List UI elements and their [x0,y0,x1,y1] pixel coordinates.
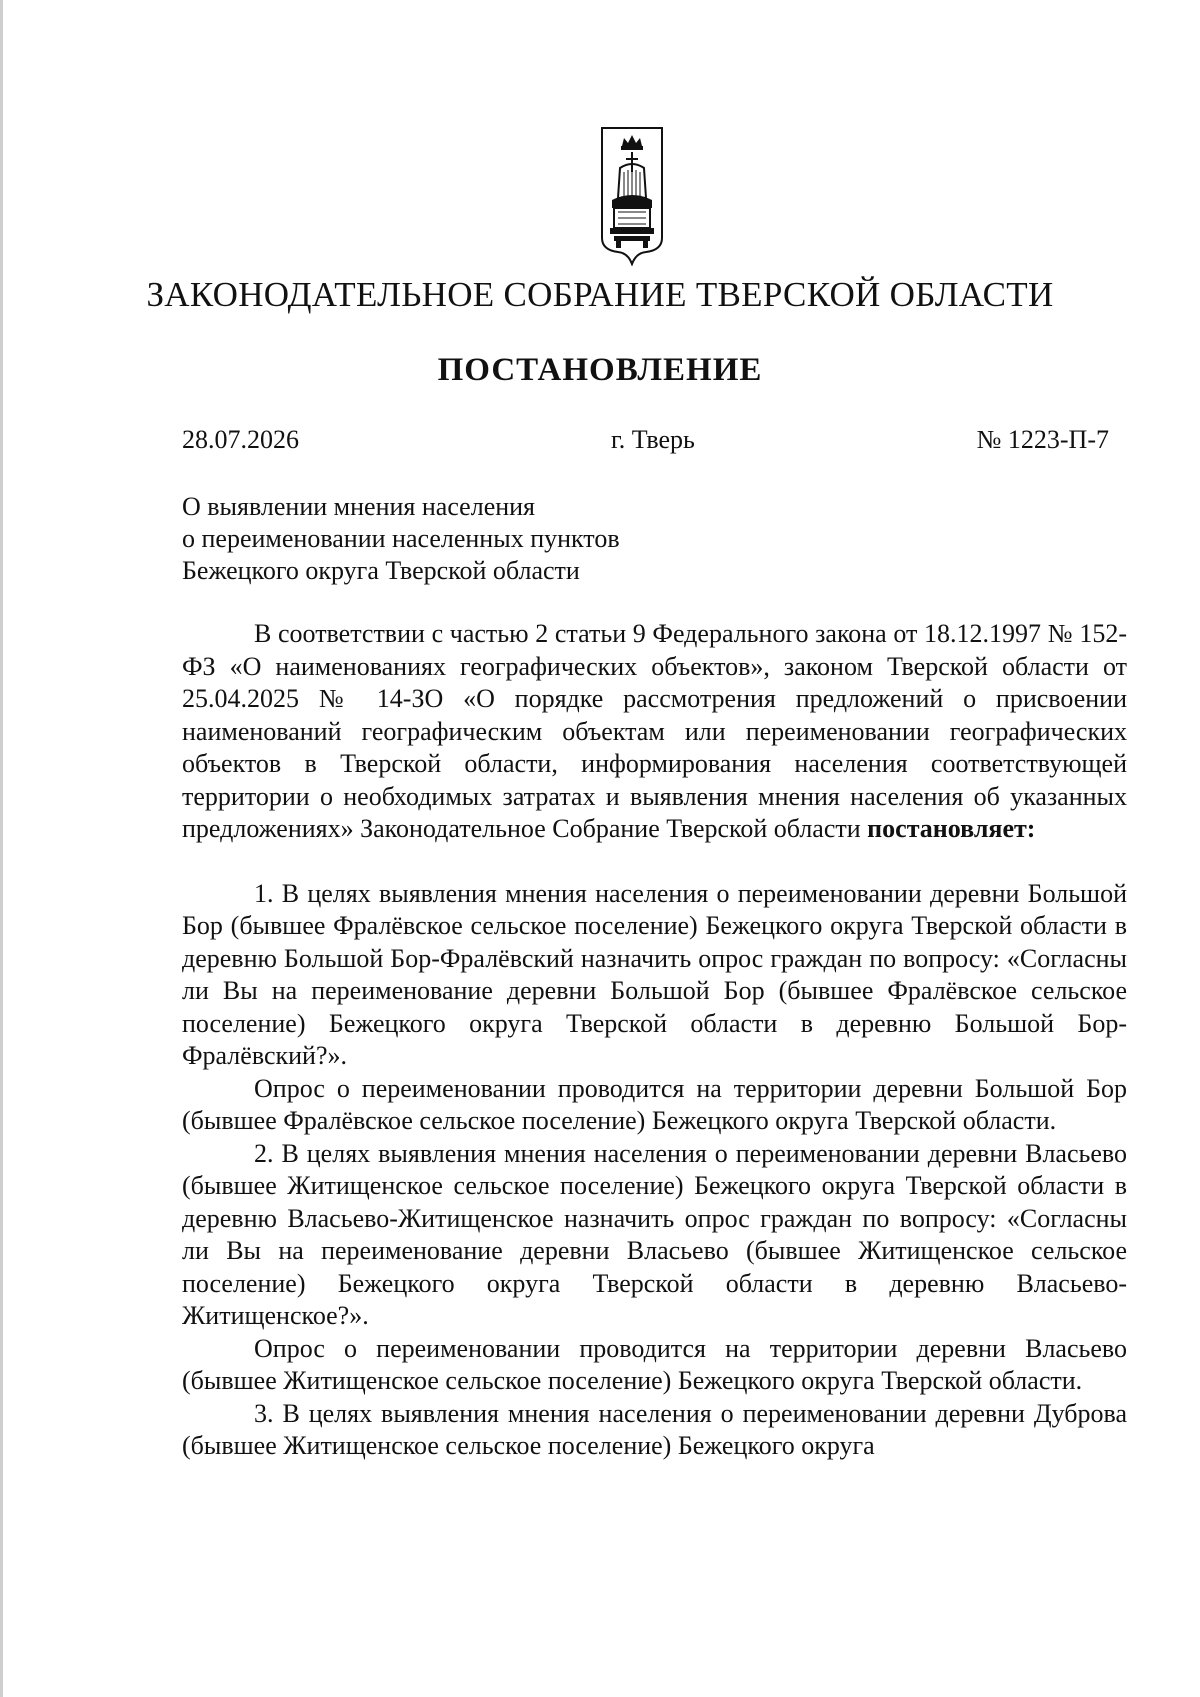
organization-title: ЗАКОНОДАТЕЛЬНОЕ СОБРАНИЕ ТВЕРСКОЙ ОБЛАСТИ [146,275,1054,314]
item-1-paragraph: 1. В целях выявления мнения населения о переименовании деревни Большой Бор (бывшее Фралёвское сельское поселение) Бежецкого округа Тверской области в деревню Большой Бор-Фралёвский назначить опрос граждан по вопросу: «Согласны ли Вы на переименование деревни Большой Бор (бывшее Фралёвское сельское поселение) Бежецкого округа Тверской области в деревню Большой Бор-Фралёвский?». [182,878,1127,1070]
document-subject [182,491,620,587]
document-body [182,618,1127,1463]
preamble-paragraph [182,618,1127,846]
subject-line: о переименовании населенных пунктов [182,524,620,553]
item-1-territory-paragraph: Опрос о переименовании проводится на территории деревни Большой Бор (бывшее Фралёвское сельское поселение) Бежецкого округа Тверской области. [182,1073,1127,1135]
decision-word: постановляет: [867,814,1036,843]
page-left-edge [0,0,3,1697]
item-3-paragraph: 3. В целях выявления мнения населения о переименовании деревни Дуброва (бывшее Житищенское сельское поселение) Бежецкого округа [182,1398,1127,1460]
document-number: № 1223-П-7 [976,425,1109,454]
tver-coat-of-arms-icon [600,126,664,266]
preamble-text: В соответствии с частью 2 статьи 9 Федерального закона от 18.12.1997 № 152-ФЗ «О наименованиях географических объектов», законом Тверской области от 25.04.2025 № 14-ЗО «О порядке рассмотрения предложений о присвоении наименований географическим объектам или переименовании географических объектов в Тверской области, информирования населения соответствующей территории о необходимых затратах и выявления мнения населения об указанных предложениях» Законодательное Собрание Тверской области [182,619,1127,843]
subject-line: О выявлении мнения населения [182,492,536,521]
item-2-territory-paragraph: Опрос о переименовании проводится на территории деревни Власьево (бывшее Житищенское сельское поселение) Бежецкого округа Тверской области. [182,1333,1127,1395]
document-type-title: ПОСТАНОВЛЕНИЕ [437,352,763,388]
item-2-paragraph: 2. В целях выявления мнения населения о переименовании деревни Власьево (бывшее Житищенское сельское поселение) Бежецкого округа Тверской области в деревню Власьево-Житищенское назначить опрос граждан по вопросу: «Согласны ли Вы на переименование деревни Власьево (бывшее Житищенское сельское поселение) Бежецкого округа Тверской области в деревню Власьево-Житищенское?». [182,1138,1127,1330]
document-date: 28.07.2026 [182,425,299,454]
document-city: г. Тверь [611,425,695,454]
subject-line: Бежецкого округа Тверской области [182,556,580,585]
